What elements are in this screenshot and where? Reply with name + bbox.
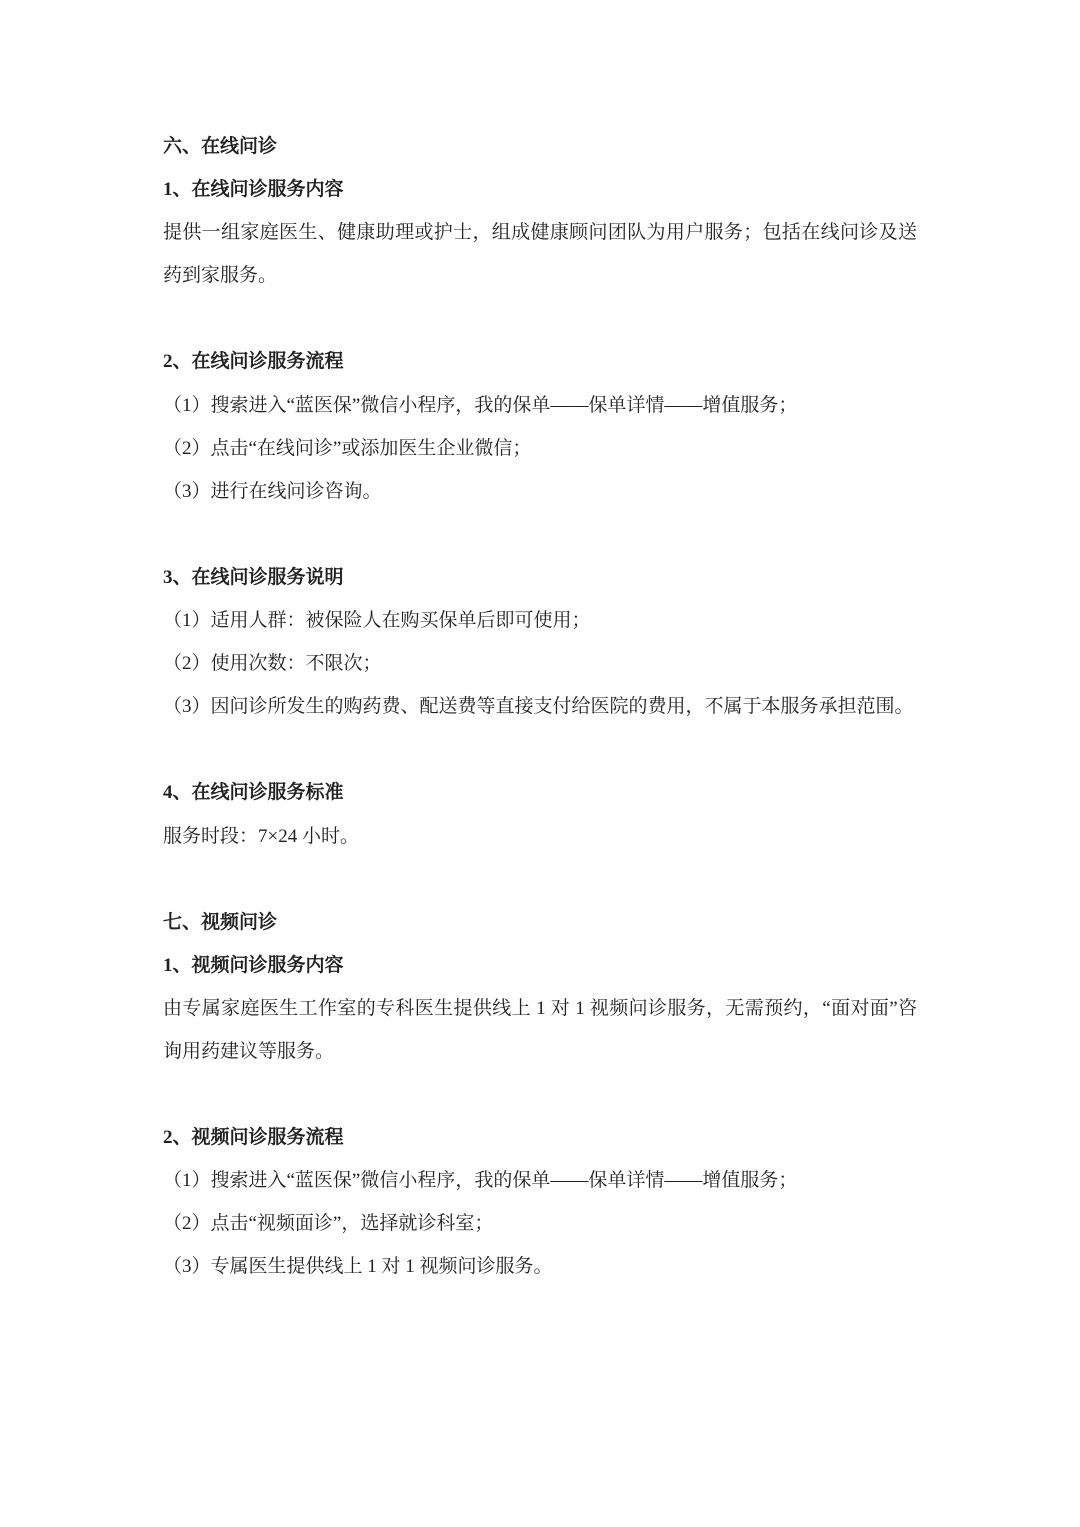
section-7-2-step-3: （3）专属医生提供线上 1 对 1 视频问诊服务。 (163, 1256, 553, 1278)
blank-line (163, 513, 917, 556)
section-6-2-heading: 2、在线问诊服务流程 (163, 351, 344, 373)
section-7-1-heading: 1、视频问诊服务内容 (163, 954, 344, 976)
section-6-3-note-1: （1）适用人群：被保险人在购买保单后即可使用； (163, 610, 591, 632)
section-7-2-step-1: （1）搜索进入“蓝医保”微信小程序，我的保单——保单详情——增值服务； (163, 1170, 798, 1192)
section-7-1-paragraph: 由专属家庭医生工作室的专科医生提供线上 1 对 1 视频问诊服务，无需预约，“面对面”咨询用药建议等服务。 (163, 997, 917, 1062)
section-6-3-heading: 3、在线问诊服务说明 (163, 566, 344, 588)
blank-line (163, 297, 917, 340)
section-6-4-heading: 4、在线问诊服务标准 (163, 782, 344, 804)
section-6-2-step-1: （1）搜索进入“蓝医保”微信小程序，我的保单——保单详情——增值服务； (163, 394, 798, 416)
section-6-3-note-3: （3）因问诊所发生的购药费、配送费等直接支付给医院的费用，不属于本服务承担范围。 (163, 696, 914, 718)
section-6-4-paragraph: 服务时段：7×24 小时。 (163, 825, 359, 847)
chapter-6-heading: 六、在线问诊 (163, 136, 278, 157)
section-6-1-heading: 1、在线问诊服务内容 (163, 179, 344, 201)
section-7-2-heading: 2、视频问诊服务流程 (163, 1127, 344, 1149)
blank-line (163, 728, 917, 771)
section-6-3-note-2: （2）使用次数：不限次； (163, 653, 382, 675)
blank-line (163, 1073, 917, 1116)
chapter-7-heading: 七、视频问诊 (163, 911, 278, 933)
section-7-2-step-2: （2）点击“视频面诊”，选择就诊科室； (163, 1213, 494, 1235)
section-6-1-paragraph: 提供一组家庭医生、健康助理或护士，组成健康顾问团队为用户服务；包括在线问诊及送药到家服务。 (163, 222, 917, 287)
blank-line (163, 858, 917, 901)
section-6-2-step-3: （3）进行在线问诊咨询。 (163, 480, 382, 502)
section-6-2-step-2: （2）点击“在线问诊”或添加医生企业微信； (163, 437, 532, 459)
